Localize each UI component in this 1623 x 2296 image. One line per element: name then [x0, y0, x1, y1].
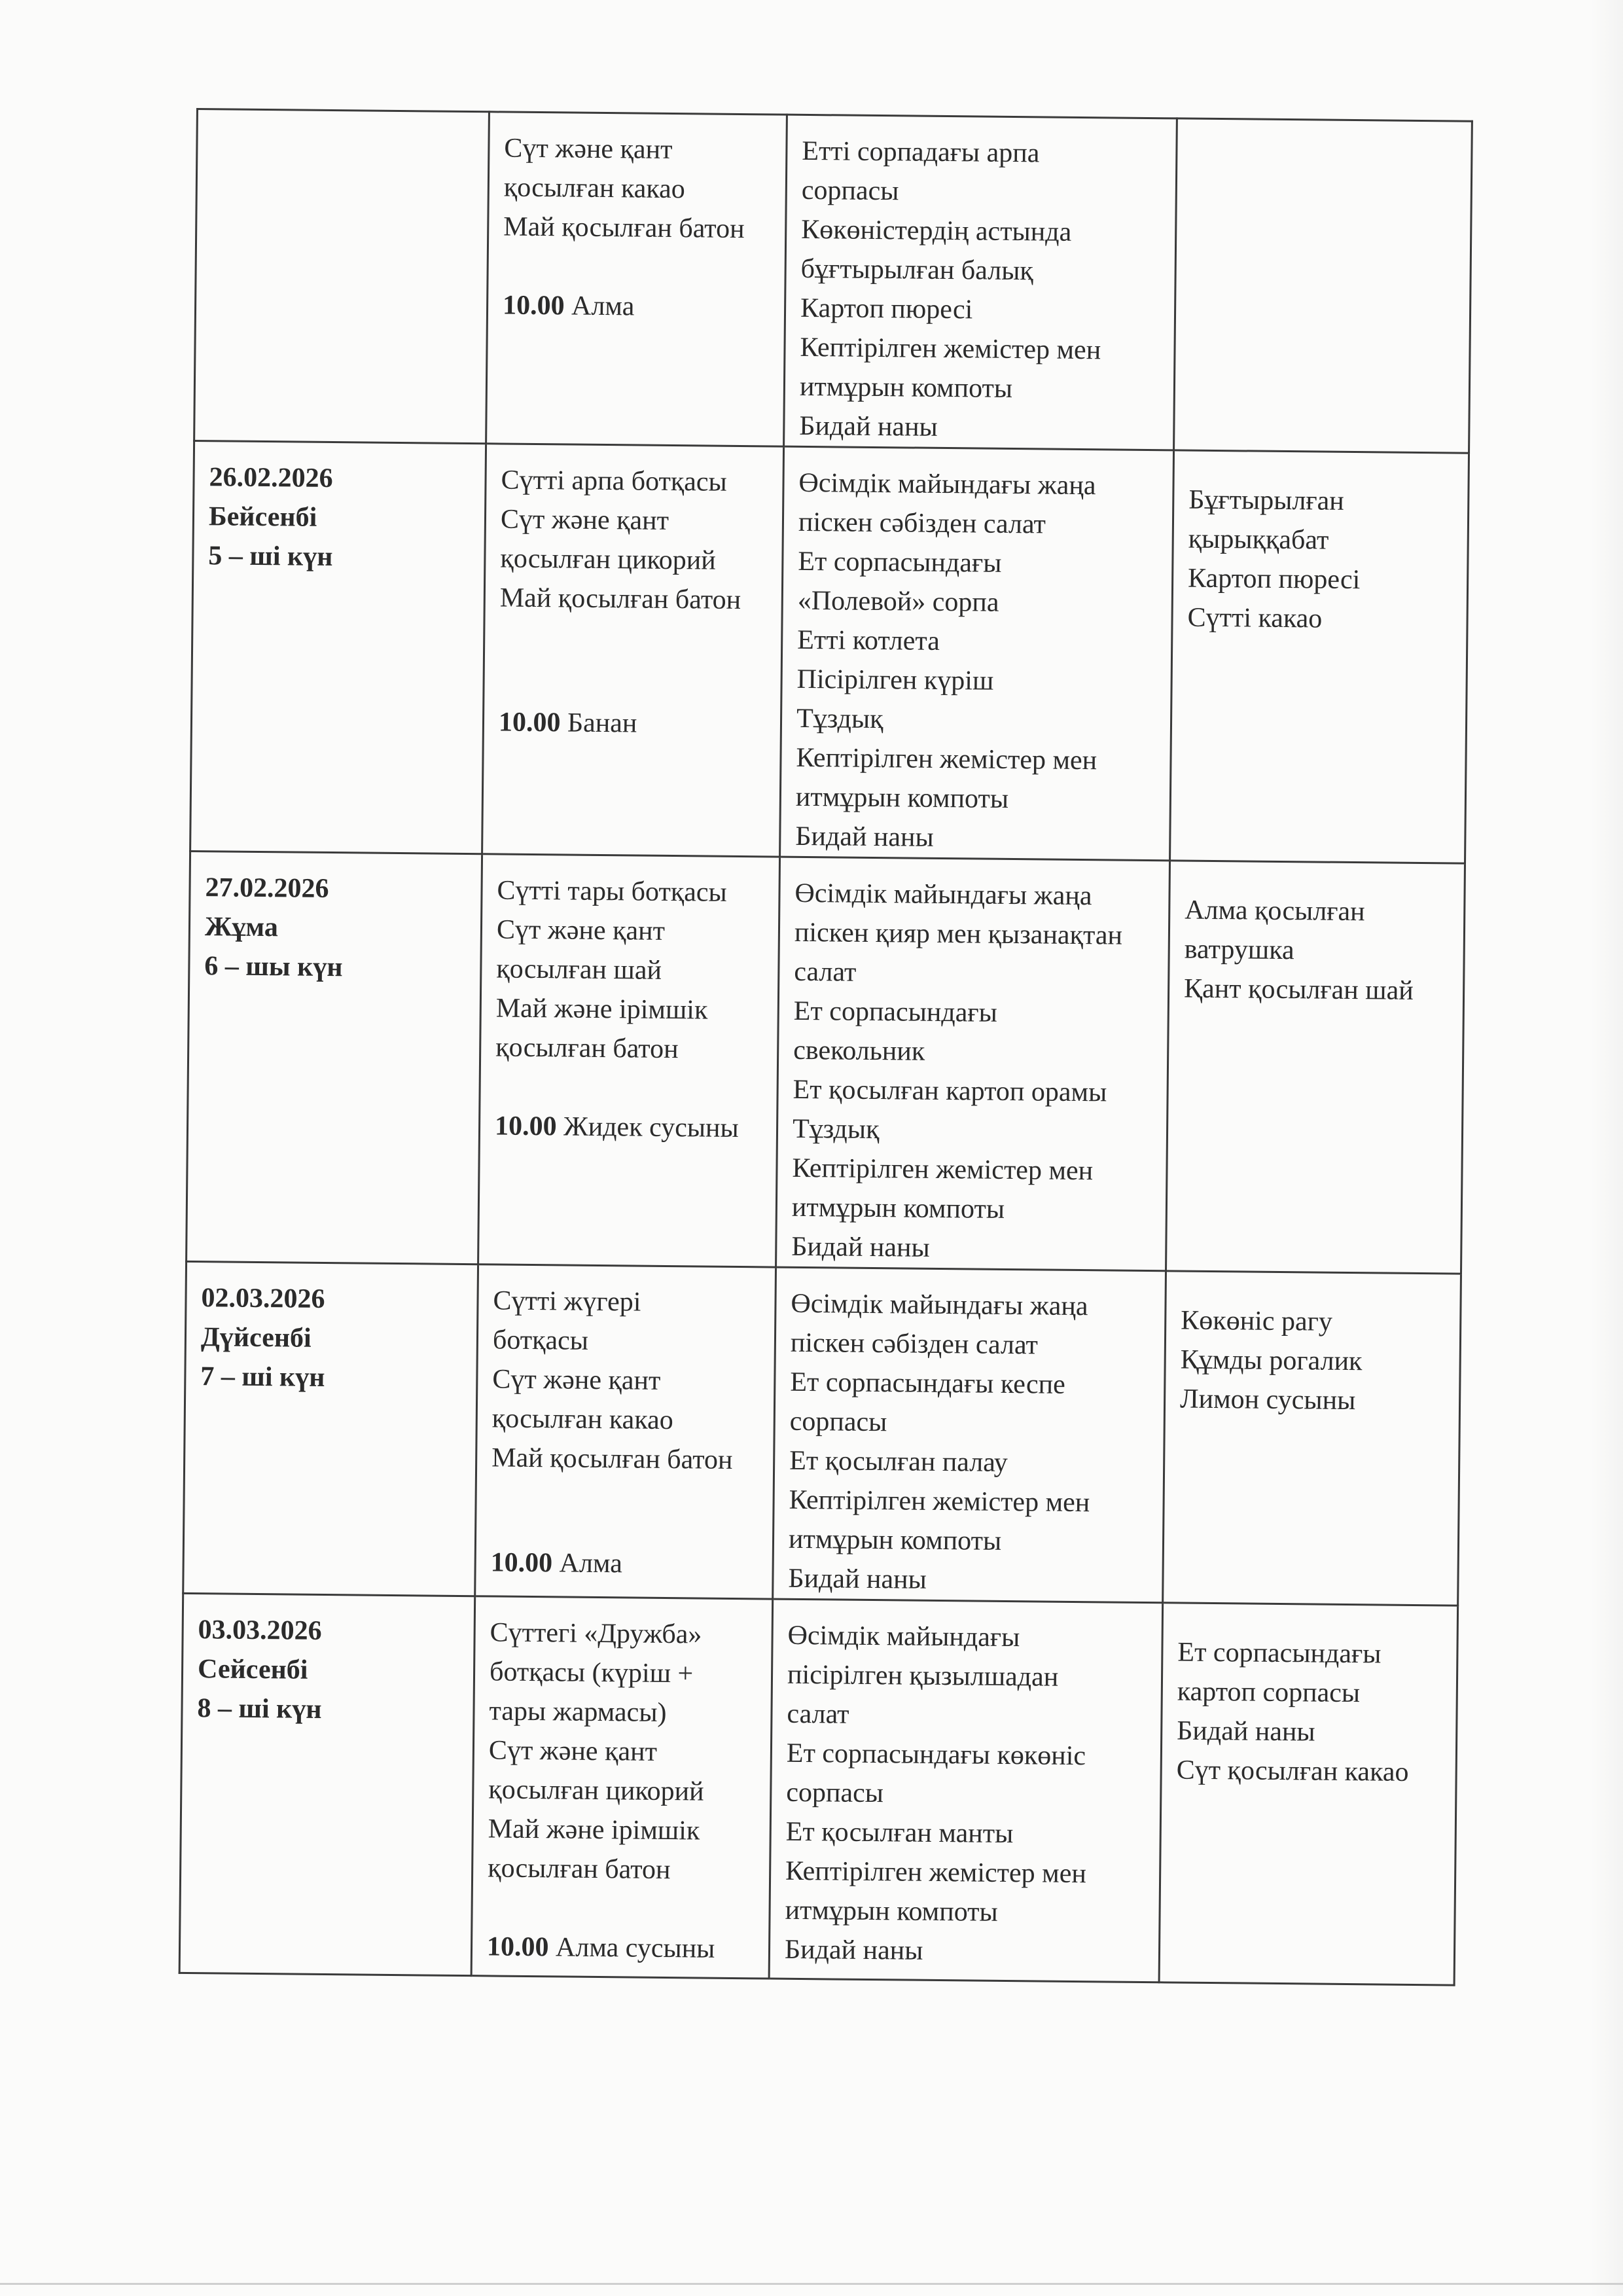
lunch-item: Өсімдік майындағы: [787, 1620, 1020, 1653]
lunch-item: Кептірілген жемістер мен: [792, 1153, 1094, 1187]
lunch-item: Картоп пюресі: [800, 293, 973, 325]
breakfast-item: Май қосылған батон: [491, 1443, 733, 1475]
lunch-item: Тұздық: [796, 703, 883, 735]
menu-day-row: [187, 851, 1465, 1274]
breakfast-item: Сүт және қант: [496, 914, 666, 946]
breakfast-item: ботқасы (күріш +: [489, 1657, 694, 1689]
dinner-item: Қант қосылған шай: [1183, 973, 1414, 1006]
menu-day-row: [194, 109, 1472, 454]
day-cell: [183, 1261, 478, 1596]
lunch-item: итмұрын компоты: [788, 1524, 1002, 1556]
breakfast-item: Сүт және қант: [492, 1364, 661, 1396]
snack-item: Алма сусыны: [555, 1932, 715, 1964]
lunch-item: Бидай наны: [799, 410, 938, 442]
dinner-cell: [1159, 1603, 1458, 1985]
lunch-item: итмұрын компоты: [795, 781, 1009, 814]
breakfast-item: Сүтті арпа ботқасы: [501, 465, 728, 497]
menu-day-row: [183, 1261, 1461, 1605]
breakfast-item: Сүтті жүгері: [493, 1285, 641, 1318]
lunch-item: Тұздық: [792, 1113, 880, 1145]
dinner-item: ватрушка: [1184, 934, 1294, 966]
day-cell: [190, 440, 486, 853]
snack-time: 10.00: [502, 290, 565, 321]
lunch-item: сорпасы: [801, 175, 899, 207]
lunch-item: Ет қосылған палау: [789, 1445, 1008, 1478]
lunch-item: «Полевой» сорпа: [797, 585, 999, 618]
breakfast-gap: [499, 617, 766, 705]
breakfast-cell: [475, 1265, 776, 1599]
breakfast-gap: [503, 247, 770, 289]
breakfast-item: Сүт және қант: [504, 133, 673, 165]
day-date: 26.02.2026: [209, 462, 333, 494]
dinner-cell: [1166, 861, 1465, 1274]
breakfast-item: Май және ірімшік: [495, 993, 708, 1026]
snack-line: [490, 1543, 758, 1585]
lunch-item: Ет сорпасындағы: [793, 996, 998, 1028]
lunch-item: салат: [787, 1698, 849, 1730]
lunch-item: итмұрын компоты: [785, 1895, 998, 1928]
menu-table: [179, 108, 1473, 1986]
day-number: 8 – ші күн: [197, 1693, 322, 1725]
breakfast-gap: [491, 1477, 758, 1545]
lunch-item: Кептірілген жемістер мен: [789, 1484, 1090, 1518]
lunch-item: Ет қосылған картоп орамы: [793, 1074, 1107, 1108]
breakfast-item: тары жармасы): [489, 1696, 667, 1729]
lunch-item: Кептірілген жемістер мен: [785, 1856, 1087, 1890]
lunch-item: итмұрын компоты: [799, 371, 1013, 404]
lunch-item: піскен сәбізден салат: [798, 507, 1046, 540]
lunch-item: Бидай наны: [784, 1934, 923, 1966]
menu-table-body: [179, 109, 1472, 1986]
breakfast-gap: [495, 1067, 762, 1109]
lunch-item: салат: [794, 956, 857, 988]
menu-day-row: [190, 440, 1469, 863]
day-weekday: Дүйсенбі: [200, 1322, 312, 1354]
lunch-item: Ет сорпасындағы: [798, 546, 1002, 579]
lunch-cell: [776, 857, 1170, 1271]
lunch-cell: [769, 1599, 1163, 1982]
dinner-cell: [1163, 1271, 1461, 1605]
lunch-item: пісірілген қызылшадан: [787, 1659, 1059, 1693]
snack-time: 10.00: [486, 1931, 549, 1963]
lunch-item: Етті котлета: [797, 624, 940, 656]
day-date: 02.03.2026: [201, 1283, 325, 1314]
day-weekday: Бейсенбі: [208, 501, 317, 533]
day-cell: [187, 851, 482, 1264]
lunch-item: бұғтырылған балық: [800, 253, 1034, 287]
dinner-item: Бидай наны: [1177, 1715, 1315, 1748]
snack-time: 10.00: [498, 707, 561, 738]
day-cell: [194, 109, 490, 444]
snack-line: [503, 286, 770, 328]
breakfast-item: қосылған батон: [495, 1032, 679, 1065]
lunch-item: Кептірілген жемістер мен: [800, 332, 1101, 366]
lunch-item: Пісірілген күріш: [796, 664, 994, 696]
dinner-item: Картоп пюресі: [1187, 563, 1361, 596]
breakfast-item: Сүтті тары ботқасы: [497, 875, 727, 908]
lunch-item: Өсімдік майындағы жаңа: [798, 467, 1096, 501]
scan-shadow: [1590, 0, 1623, 2296]
breakfast-item: қосылған цикорий: [488, 1774, 704, 1807]
dinner-item: Ет сорпасындағы: [1177, 1637, 1382, 1670]
breakfast-cell: [482, 444, 784, 857]
lunch-item: Кептірілген жемістер мен: [796, 742, 1097, 776]
dinner-item: Көкөніс рагу: [1181, 1305, 1333, 1337]
breakfast-cell: [471, 1596, 773, 1979]
lunch-item: Өсімдік майындағы жаңа: [791, 1288, 1088, 1322]
breakfast-item: Май және ірімшік: [488, 1814, 700, 1846]
lunch-item: сорпасы: [789, 1406, 887, 1438]
menu-day-row: [179, 1593, 1457, 1985]
lunch-cell: [773, 1267, 1166, 1603]
lunch-item: Бидай наны: [795, 821, 934, 853]
dinner-item: Құмды рогалик: [1180, 1344, 1363, 1377]
snack-item: Банан: [567, 708, 637, 739]
breakfast-item: Май қосылған батон: [499, 583, 741, 616]
breakfast-gap: [487, 1888, 755, 1929]
day-weekday: Сейсенбі: [197, 1654, 308, 1685]
breakfast-item: Сүт және қант: [488, 1735, 658, 1767]
day-number: 6 – шы күн: [204, 951, 343, 983]
lunch-cell: [780, 446, 1174, 861]
breakfast-item: ботқасы: [492, 1325, 589, 1356]
snack-time: 10.00: [490, 1547, 553, 1579]
breakfast-cell: [478, 854, 780, 1267]
breakfast-item: Май қосылған батон: [503, 211, 745, 245]
dinner-cell: [1170, 450, 1469, 863]
day-weekday: Жұма: [204, 912, 279, 943]
breakfast-item: Сүт және қант: [500, 504, 669, 536]
dinner-item: қырыққабат: [1188, 524, 1329, 556]
breakfast-item: қосылған цикорий: [500, 543, 716, 576]
dinner-item: Сүтті какао: [1187, 602, 1323, 634]
lunch-item: Бидай наны: [788, 1563, 927, 1595]
day-number: 5 – ші күн: [208, 541, 333, 573]
page-bottom-edge: [0, 2283, 1623, 2285]
day-date: 27.02.2026: [205, 872, 329, 904]
dinner-item: Алма қосылған: [1185, 895, 1365, 927]
dinner-item: Лимон сусыны: [1179, 1384, 1356, 1416]
lunch-item: Ет қосылған манты: [785, 1816, 1014, 1850]
breakfast-item: қосылған какао: [491, 1403, 673, 1436]
lunch-item: піскен қияр мен қызанақтан: [794, 917, 1123, 951]
lunch-item: Етті сорпадағы арпа: [802, 135, 1040, 169]
breakfast-item: Сүттегі «Дружба»: [490, 1617, 702, 1650]
snack-item: Алма: [559, 1548, 623, 1579]
lunch-item: піскен сәбізден салат: [790, 1327, 1039, 1361]
lunch-item: сорпасы: [786, 1777, 884, 1809]
snack-line: [487, 1927, 755, 1969]
dinner-item: Сүт қосылған какао: [1176, 1755, 1409, 1787]
snack-item: Алма: [571, 291, 635, 322]
lunch-item: Көкөністердің астында: [801, 214, 1072, 247]
day-number: 7 – ші күн: [200, 1361, 325, 1393]
lunch-item: Өсімдік майындағы жаңа: [794, 878, 1092, 912]
dinner-item: картоп сорпасы: [1177, 1676, 1361, 1709]
day-cell: [179, 1593, 475, 1975]
lunch-cell: [784, 115, 1177, 450]
breakfast-cell: [486, 112, 787, 446]
dinner-item: Бұғтырылған: [1188, 484, 1344, 516]
snack-line: [495, 1106, 762, 1148]
snack-item: Жидек сусыны: [563, 1111, 739, 1144]
lunch-item: Бидай наны: [791, 1231, 930, 1263]
lunch-item: свекольник: [793, 1035, 925, 1067]
lunch-item: Ет сорпасындағы көкөніс: [786, 1738, 1086, 1772]
breakfast-item: қосылған шай: [496, 954, 662, 986]
lunch-item: Ет сорпасындағы кеспе: [790, 1367, 1065, 1400]
breakfast-item: қосылған батон: [487, 1853, 671, 1886]
dinner-cell: [1174, 118, 1472, 453]
snack-time: 10.00: [494, 1111, 557, 1142]
breakfast-item: қосылған какао: [503, 172, 686, 205]
day-date: 03.03.2026: [198, 1615, 322, 1646]
snack-line: [499, 702, 766, 744]
lunch-item: итмұрын компоты: [791, 1192, 1005, 1225]
